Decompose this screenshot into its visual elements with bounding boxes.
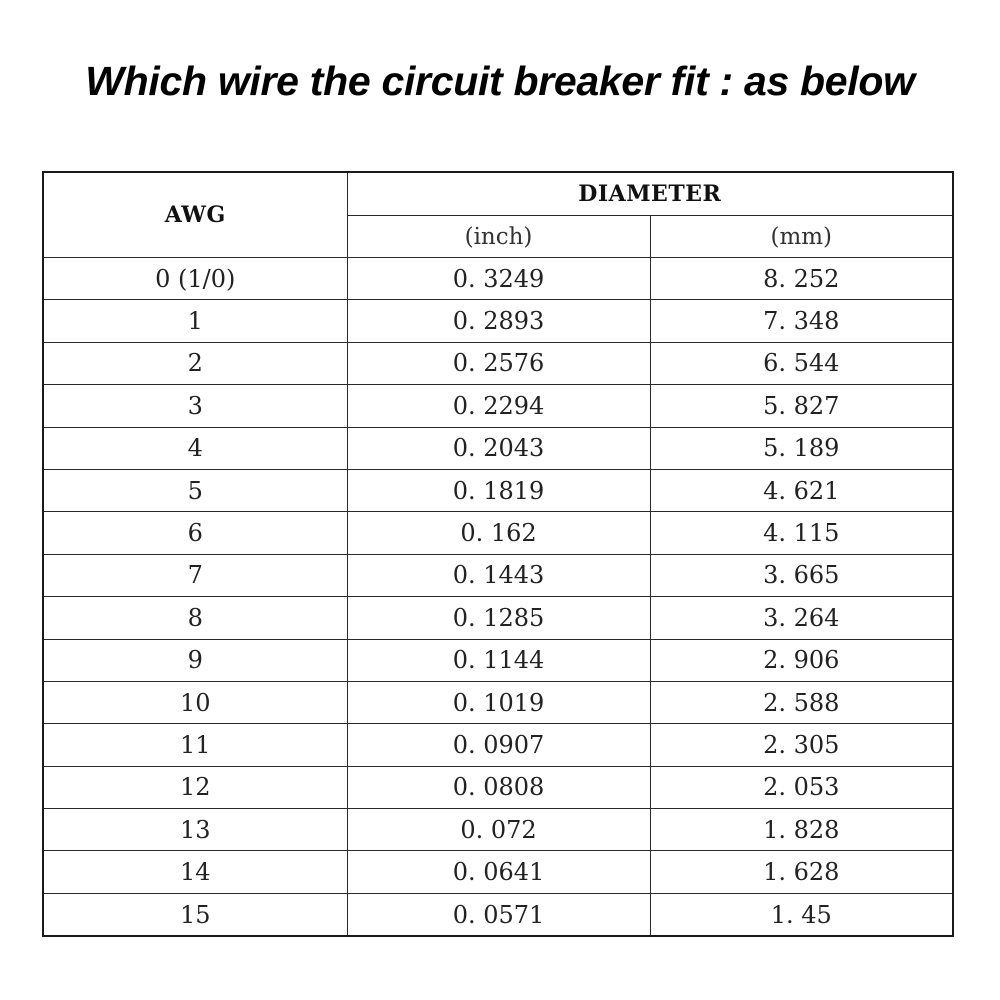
inch-diameter-cell: 0. 1144 <box>347 639 650 681</box>
table-row <box>43 469 953 511</box>
inch-diameter-cell: 0. 1443 <box>347 554 650 596</box>
awg-cell: 9 <box>43 639 347 681</box>
diameter-column-header: DIAMETER <box>347 172 953 216</box>
inch-diameter-cell: 0. 1819 <box>347 469 650 511</box>
mm-diameter-cell: 3. 264 <box>650 597 953 639</box>
awg-cell: 5 <box>43 469 347 511</box>
table-row <box>43 300 953 342</box>
awg-cell: 3 <box>43 385 347 427</box>
mm-diameter-cell: 3. 665 <box>650 554 953 596</box>
mm-diameter-cell: 2. 906 <box>650 639 953 681</box>
table-row <box>43 342 953 384</box>
mm-diameter-cell: 1. 45 <box>650 893 953 936</box>
table-row <box>43 851 953 893</box>
awg-cell: 6 <box>43 512 347 554</box>
mm-diameter-cell: 4. 621 <box>650 469 953 511</box>
awg-cell: 0 (1/0) <box>43 258 347 300</box>
table-header <box>43 172 953 258</box>
inch-diameter-cell: 0. 0907 <box>347 724 650 766</box>
awg-cell: 12 <box>43 766 347 808</box>
awg-cell: 2 <box>43 342 347 384</box>
awg-cell: 14 <box>43 851 347 893</box>
table-row <box>43 554 953 596</box>
mm-diameter-cell: 1. 828 <box>650 809 953 851</box>
table-row <box>43 258 953 300</box>
table-row <box>43 724 953 766</box>
mm-diameter-cell: 5. 827 <box>650 385 953 427</box>
mm-diameter-cell: 8. 252 <box>650 258 953 300</box>
mm-diameter-cell: 2. 588 <box>650 681 953 723</box>
inch-unit-header: (inch) <box>347 216 650 258</box>
inch-diameter-cell: 0. 2893 <box>347 300 650 342</box>
table-row <box>43 512 953 554</box>
inch-diameter-cell: 0. 0571 <box>347 893 650 936</box>
awg-cell: 4 <box>43 427 347 469</box>
table-row <box>43 385 953 427</box>
table-row <box>43 893 953 936</box>
table-row <box>43 766 953 808</box>
table-row <box>43 809 953 851</box>
inch-diameter-cell: 0. 0808 <box>347 766 650 808</box>
inch-diameter-cell: 0. 3249 <box>347 258 650 300</box>
header-row <box>43 172 953 216</box>
inch-diameter-cell: 0. 0641 <box>347 851 650 893</box>
awg-cell: 10 <box>43 681 347 723</box>
mm-diameter-cell: 2. 053 <box>650 766 953 808</box>
page-title: Which wire the circuit breaker fit : as below <box>85 58 915 104</box>
inch-diameter-cell: 0. 1019 <box>347 681 650 723</box>
inch-diameter-cell: 0. 2576 <box>347 342 650 384</box>
wire-diameter-table <box>42 171 954 937</box>
awg-cell: 11 <box>43 724 347 766</box>
table-row <box>43 639 953 681</box>
table-row <box>43 681 953 723</box>
mm-diameter-cell: 1. 628 <box>650 851 953 893</box>
table-row <box>43 427 953 469</box>
mm-diameter-cell: 4. 115 <box>650 512 953 554</box>
table-row <box>43 597 953 639</box>
inch-diameter-cell: 0. 2294 <box>347 385 650 427</box>
awg-cell: 7 <box>43 554 347 596</box>
awg-cell: 15 <box>43 893 347 936</box>
awg-column-header: AWG <box>43 172 347 258</box>
mm-diameter-cell: 6. 544 <box>650 342 953 384</box>
awg-cell: 13 <box>43 809 347 851</box>
mm-diameter-cell: 5. 189 <box>650 427 953 469</box>
mm-unit-header: (mm) <box>650 216 953 258</box>
mm-diameter-cell: 7. 348 <box>650 300 953 342</box>
table-body <box>43 258 953 937</box>
awg-cell: 1 <box>43 300 347 342</box>
inch-diameter-cell: 0. 162 <box>347 512 650 554</box>
inch-diameter-cell: 0. 1285 <box>347 597 650 639</box>
inch-diameter-cell: 0. 072 <box>347 809 650 851</box>
awg-cell: 8 <box>43 597 347 639</box>
inch-diameter-cell: 0. 2043 <box>347 427 650 469</box>
mm-diameter-cell: 2. 305 <box>650 724 953 766</box>
